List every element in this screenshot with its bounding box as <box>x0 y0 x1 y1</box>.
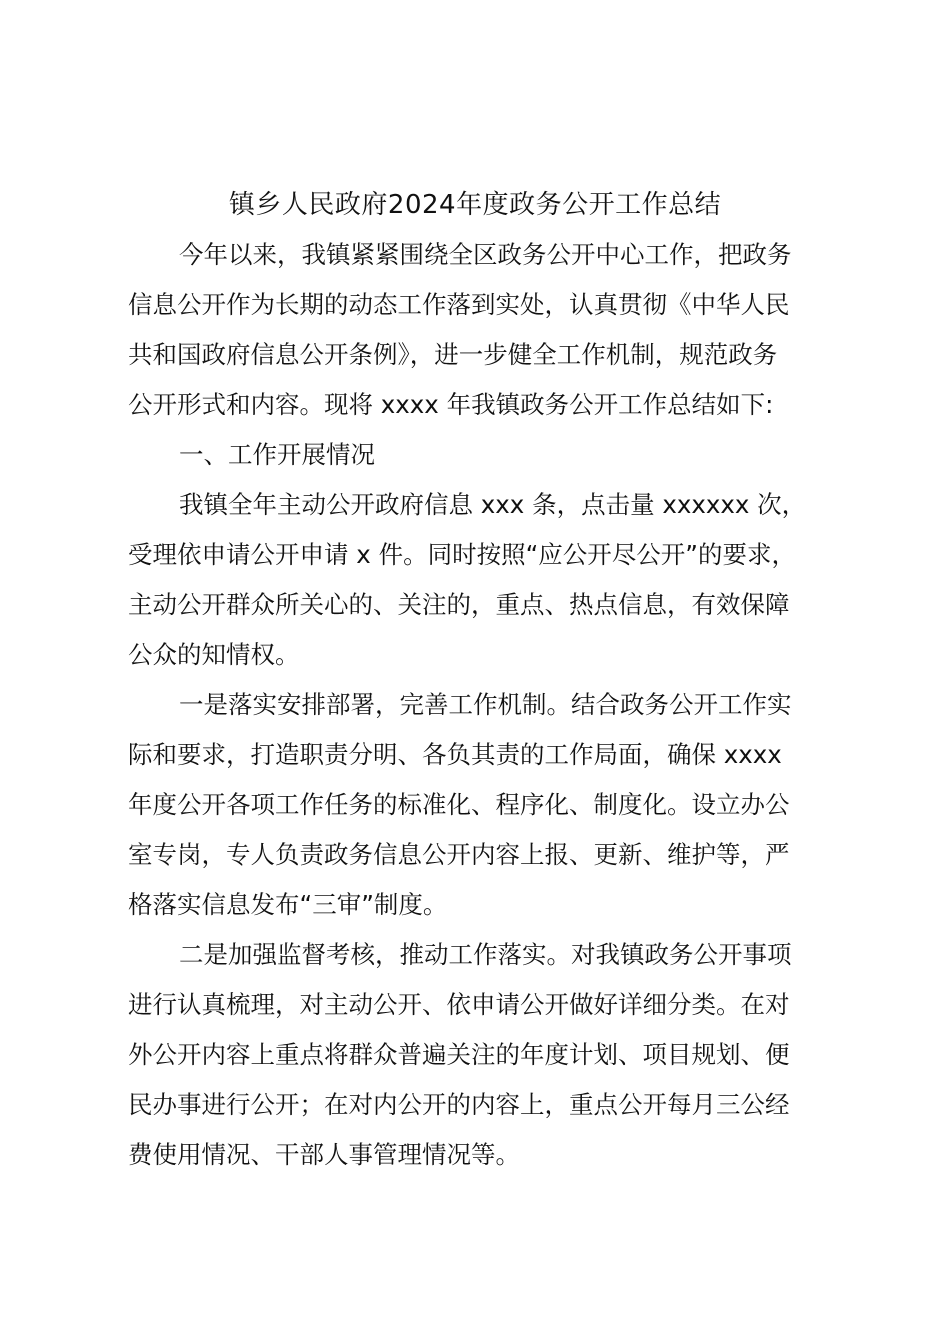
para1-line-2: 受理依申请公开申请 x 件。同时按照“应公开尽公开”的要求， <box>128 540 796 569</box>
para3-line-4: 民办事进行公开；在对内公开的内容上，重点公开每月三公经 <box>128 1090 790 1119</box>
intro-line-4: 公开形式和内容。现将 xxxx 年我镇政务公开工作总结如下: <box>128 390 774 419</box>
para2-line-1: 一是落实安排部署，完善工作机制。结合政务公开工作实 <box>179 690 792 719</box>
para3-line-5: 费使用情况、干部人事管理情况等。 <box>128 1140 520 1169</box>
para2-line-5: 格落实信息发布“三审”制度。 <box>128 890 448 919</box>
para2-line-2: 际和要求，打造职责分明、各负其责的工作局面，确保 xxxx <box>128 740 782 769</box>
para3-line-2: 进行认真梳理，对主动公开、依申请公开做好详细分类。在对 <box>128 990 790 1019</box>
para1-line-1: 我镇全年主动公开政府信息 xxx 条，点击量 xxxxxx 次， <box>179 490 807 519</box>
document-title: 镇乡人民政府2024年度政务公开工作总结 <box>228 190 722 220</box>
para2-line-3: 年度公开各项工作任务的标准化、程序化、制度化。设立办公 <box>128 790 790 819</box>
para1-line-4: 公众的知情权。 <box>128 640 300 669</box>
intro-line-1: 今年以来，我镇紧紧围绕全区政务公开中心工作，把政务 <box>179 240 792 269</box>
para3-line-1: 二是加强监督考核，推动工作落实。对我镇政务公开事项 <box>179 940 792 969</box>
intro-line-3: 共和国政府信息公开条例》，进一步健全工作机制，规范政务 <box>128 340 778 369</box>
para2-line-4: 室专岗，专人负责政务信息公开内容上报、更新、维护等，严 <box>128 840 790 869</box>
para1-line-3: 主动公开群众所关心的、关注的，重点、热点信息，有效保障 <box>128 590 790 619</box>
intro-line-2: 信息公开作为长期的动态工作落到实处，认真贯彻《中华人民 <box>128 290 790 319</box>
para3-line-3: 外公开内容上重点将群众普遍关注的年度计划、项目规划、便 <box>128 1040 790 1069</box>
section-heading-1: 一、工作开展情况 <box>179 440 375 469</box>
